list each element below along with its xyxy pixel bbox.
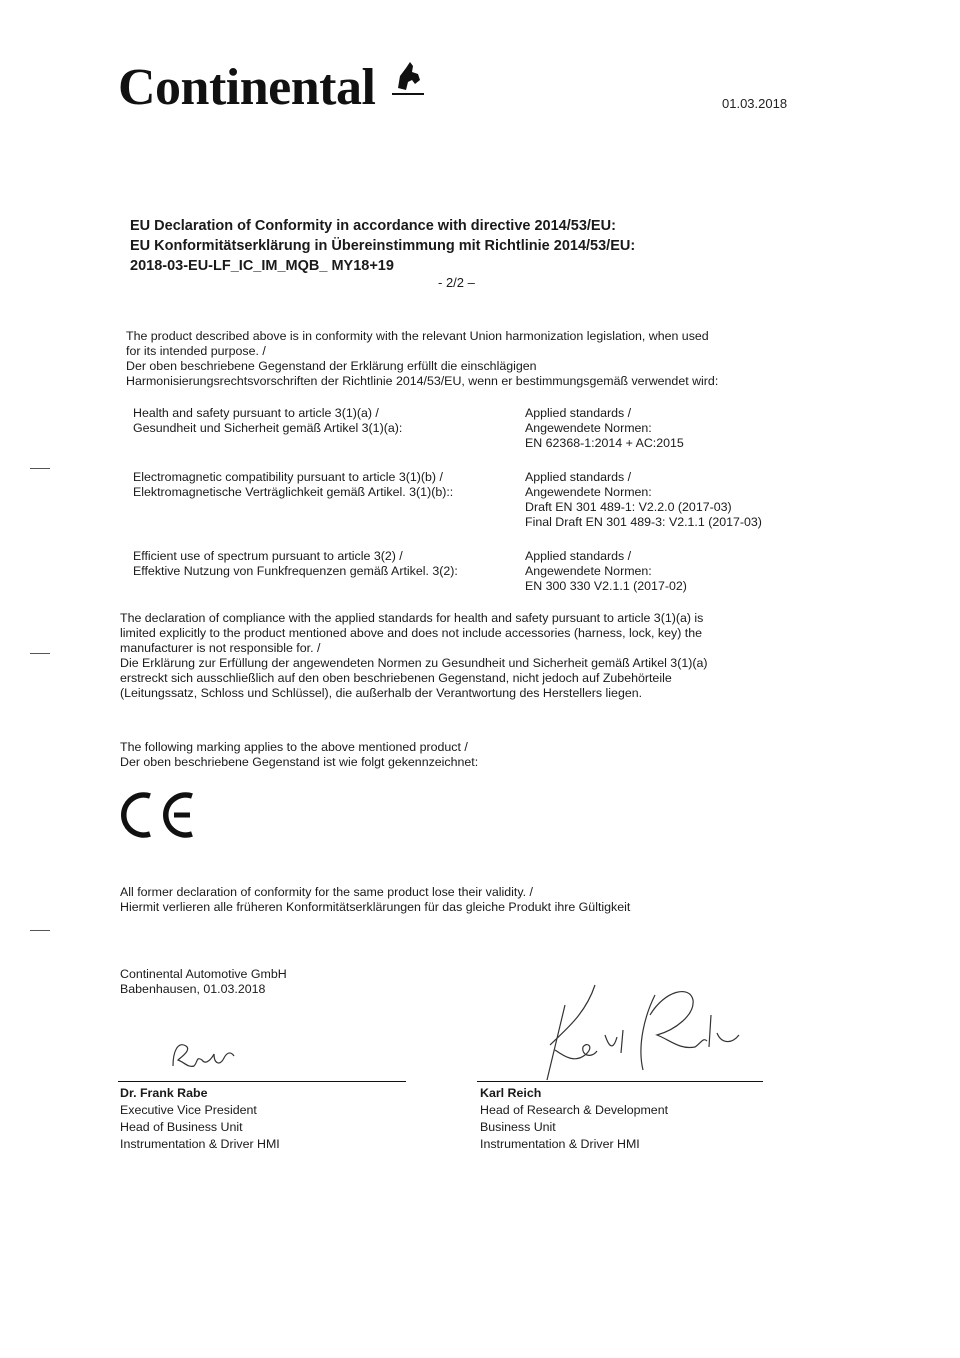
place-date: Babenhausen, 01.03.2018 [120,982,266,996]
signatory-title: Head of Research & Development [480,1103,669,1117]
document-date: 01.03.2018 [722,96,788,111]
validity-line: All former declaration of conformity for the same product lose their validity. / [120,885,533,899]
requirement-line: Health and safety pursuant to article 3(1)(a) / [133,406,379,420]
statement-line: Der oben beschriebene Gegenstand der Erklärung erfüllt die einschlägigen [126,359,537,373]
requirement-line: Elektromagnetische Verträglichkeit gemäß Artikel. 3(1)(b):: [133,485,454,499]
margin-mark [30,930,50,931]
standards-health-safety [525,406,815,451]
signature-rabe [168,1036,248,1076]
signatory-name: Dr. Frank Rabe [120,1086,208,1100]
standards-line: Angewendete Normen: [525,421,652,435]
compliance-line: manufacturer is not responsible for. / [120,641,321,655]
title-reference: 2018-03-EU-LF_IC_IM_MQB_ MY18+19 [130,258,394,274]
company-logo [118,58,426,117]
compliance-statement [120,611,820,701]
validity-line: Hiermit verlieren alle früheren Konformitätserklärungen für das gleiche Produkt ihre Gültigkeit [120,900,631,914]
page-number: - 2/2 – [438,275,475,290]
signatory-rabe [120,1085,280,1153]
margin-mark [30,468,50,469]
standards-line: Angewendete Normen: [525,564,652,578]
requirement-spectrum [133,549,513,579]
signature-reich [525,975,745,1085]
title-line-en: EU Declaration of Conformity in accordance with directive 2014/53/EU: [130,218,616,234]
marking-line: Der oben beschriebene Gegenstand ist wie folgt gekennzeichnet: [120,755,479,769]
compliance-line: (Leitungssatz, Schloss und Schlüssel), die außerhalb der Verantwortung des Herstellers liegen. [120,686,643,700]
ce-mark-icon [120,790,200,840]
signatory-name: Karl Reich [480,1086,542,1100]
standards-line: EN 300 330 V2.1.1 (2017-02) [525,579,687,593]
requirement-line: Effektive Nutzung von Funkfrequenzen gemäß Artikel. 3(2): [133,564,458,578]
margin-mark [30,653,50,654]
standards-line: Applied standards / [525,470,632,484]
statement-line: Harmonisierungsrechtsvorschriften der Richtlinie 2014/53/EU, wenn er bestimmungsgemäß verwendet wird: [126,374,719,388]
standards-line: Final Draft EN 301 489-3: V2.1.1 (2017-03) [525,515,762,529]
logo-text: Continental [118,59,376,116]
standards-line: Applied standards / [525,406,632,420]
signatory-title: Business Unit [480,1120,556,1134]
standards-line: Angewendete Normen: [525,485,652,499]
standards-emc [525,470,815,530]
document-title [130,216,635,276]
signatory-reich [480,1085,668,1153]
company-name: Continental Automotive GmbH [120,967,287,981]
signature-line-reich [477,1081,763,1082]
statement-line: for its intended purpose. / [126,344,266,358]
standards-line: Draft EN 301 489-1: V2.2.0 (2017-03) [525,500,732,514]
compliance-line: The declaration of compliance with the applied standards for health and safety pursuant to article 3(1)(a) is [120,611,704,625]
requirement-line: Gesundheit und Sicherheit gemäß Artikel 3(1)(a): [133,421,403,435]
conformity-statement [126,329,816,389]
signature-line-rabe [118,1081,406,1082]
signatory-title: Head of Business Unit [120,1120,243,1134]
requirement-line: Efficient use of spectrum pursuant to article 3(2) / [133,549,403,563]
signatory-title: Instrumentation & Driver HMI [480,1137,640,1151]
standards-line: Applied standards / [525,549,632,563]
standards-spectrum [525,549,815,594]
signatory-title: Instrumentation & Driver HMI [120,1137,280,1151]
requirement-line: Electromagnetic compatibility pursuant to article 3(1)(b) / [133,470,443,484]
standards-line: EN 62368-1:2014 + AC:2015 [525,436,684,450]
compliance-line: limited explicitly to the product mentioned above and does not include accessories (harness, lock, key) the [120,626,702,640]
requirement-emc [133,470,513,500]
horse-logo-icon [390,58,426,98]
compliance-line: Die Erklärung zur Erfüllung der angewendeten Normen zu Gesundheit und Sicherheit gemäß Artikel 3(1)(a) [120,656,708,670]
statement-line: The product described above is in conformity with the relevant Union harmonization legislation, when used [126,329,709,343]
company-info [120,967,287,997]
marking-statement [120,740,720,770]
title-line-de: EU Konformitätserklärung in Übereinstimmung mit Richtlinie 2014/53/EU: [130,238,636,254]
compliance-line: erstreckt sich ausschließlich auf den oben beschriebenen Gegenstand, nicht jedoch auf Zubehörteile [120,671,672,685]
marking-line: The following marking applies to the above mentioned product / [120,740,468,754]
signatory-title: Executive Vice President [120,1103,257,1117]
requirement-health-safety [133,406,513,436]
validity-statement [120,885,770,915]
